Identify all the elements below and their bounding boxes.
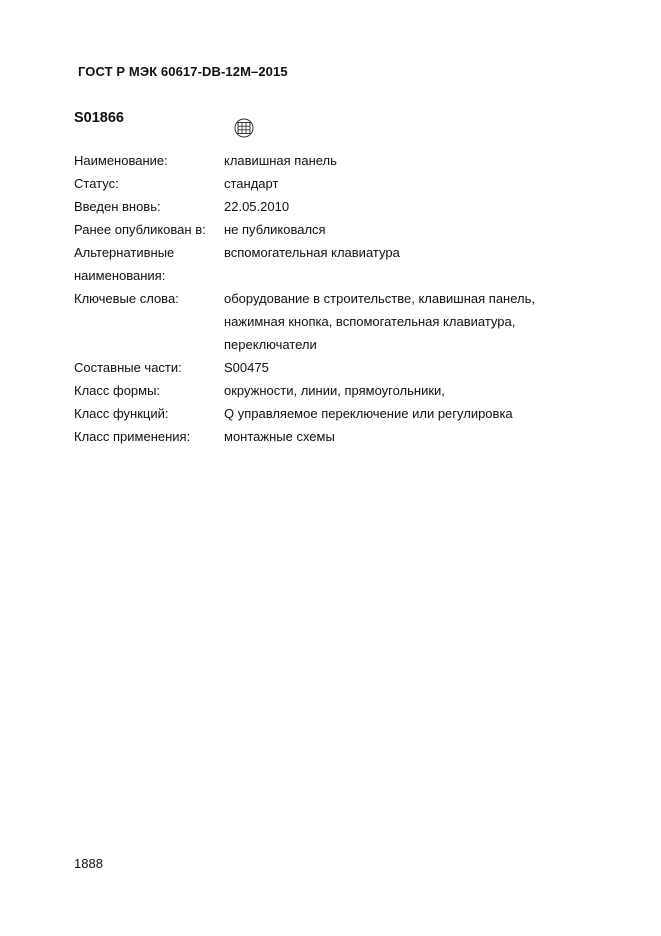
field-label [74,379,224,402]
field-row-previously-published [74,218,614,241]
field-label-line: Наименование: [74,153,168,168]
field-row-introduced [74,195,614,218]
field-label [74,402,224,425]
field-value-line: не публиковался [224,222,326,237]
field-value-line: окружности, линии, прямоугольники, [224,383,445,398]
document-header: ГОСТ Р МЭК 60617-DB-12M–2015 [78,64,288,79]
field-value-line: оборудование в строительстве, клавишная панель, [224,291,535,306]
field-value [224,402,614,425]
field-label [74,149,224,172]
field-value [224,425,614,448]
field-label-line: Статус: [74,176,119,191]
field-value-line: 22.05.2010 [224,199,290,214]
field-label-line: Ранее опубликован в: [74,222,206,237]
field-label [74,425,224,448]
field-label [74,356,224,379]
field-label-line: Класс формы: [74,383,161,398]
field-row-status [74,172,614,195]
field-label [74,218,224,241]
field-row-function-class [74,402,614,425]
field-label [74,195,224,218]
field-value [224,172,614,195]
field-value-line: S00475 [224,360,269,375]
field-label-line: Класс применения: [74,429,191,444]
field-row-alternative-names [74,241,614,287]
field-row-shape-class [74,379,614,402]
field-value [224,356,614,379]
symbol-attributes [74,149,614,448]
field-value-line: переключатели [224,337,317,352]
field-label-line: Класс функций: [74,406,169,421]
page-number: 1888 [74,856,103,871]
field-row-components [74,356,614,379]
field-value [224,379,614,402]
field-label-line: Составные части: [74,360,182,375]
field-label-line: Введен вновь: [74,199,161,214]
field-label-line: наименования: [74,268,166,283]
field-value-line: клавишная панель [224,153,337,168]
field-value [224,241,614,287]
field-label [74,172,224,195]
field-value-line: вспомогательная клавиатура [224,245,400,260]
field-row-application-class [74,425,614,448]
field-value-line: монтажные схемы [224,429,335,444]
field-value-line: нажимная кнопка, вспомогательная клавиатура, [224,314,516,329]
field-value [224,218,614,241]
field-label [74,241,224,287]
field-value-line: Q управляемое переключение или регулировка [224,406,513,421]
field-value [224,287,614,356]
field-value [224,149,614,172]
field-row-name [74,149,614,172]
symbol-id: S01866 [74,110,124,126]
field-label [74,287,224,356]
field-label-line: Ключевые слова: [74,291,179,306]
field-value-line: стандарт [224,176,279,191]
field-value [224,195,614,218]
field-row-keywords [74,287,614,356]
keypad-symbol-icon [233,118,255,138]
field-label-line: Альтернативные [74,245,175,260]
